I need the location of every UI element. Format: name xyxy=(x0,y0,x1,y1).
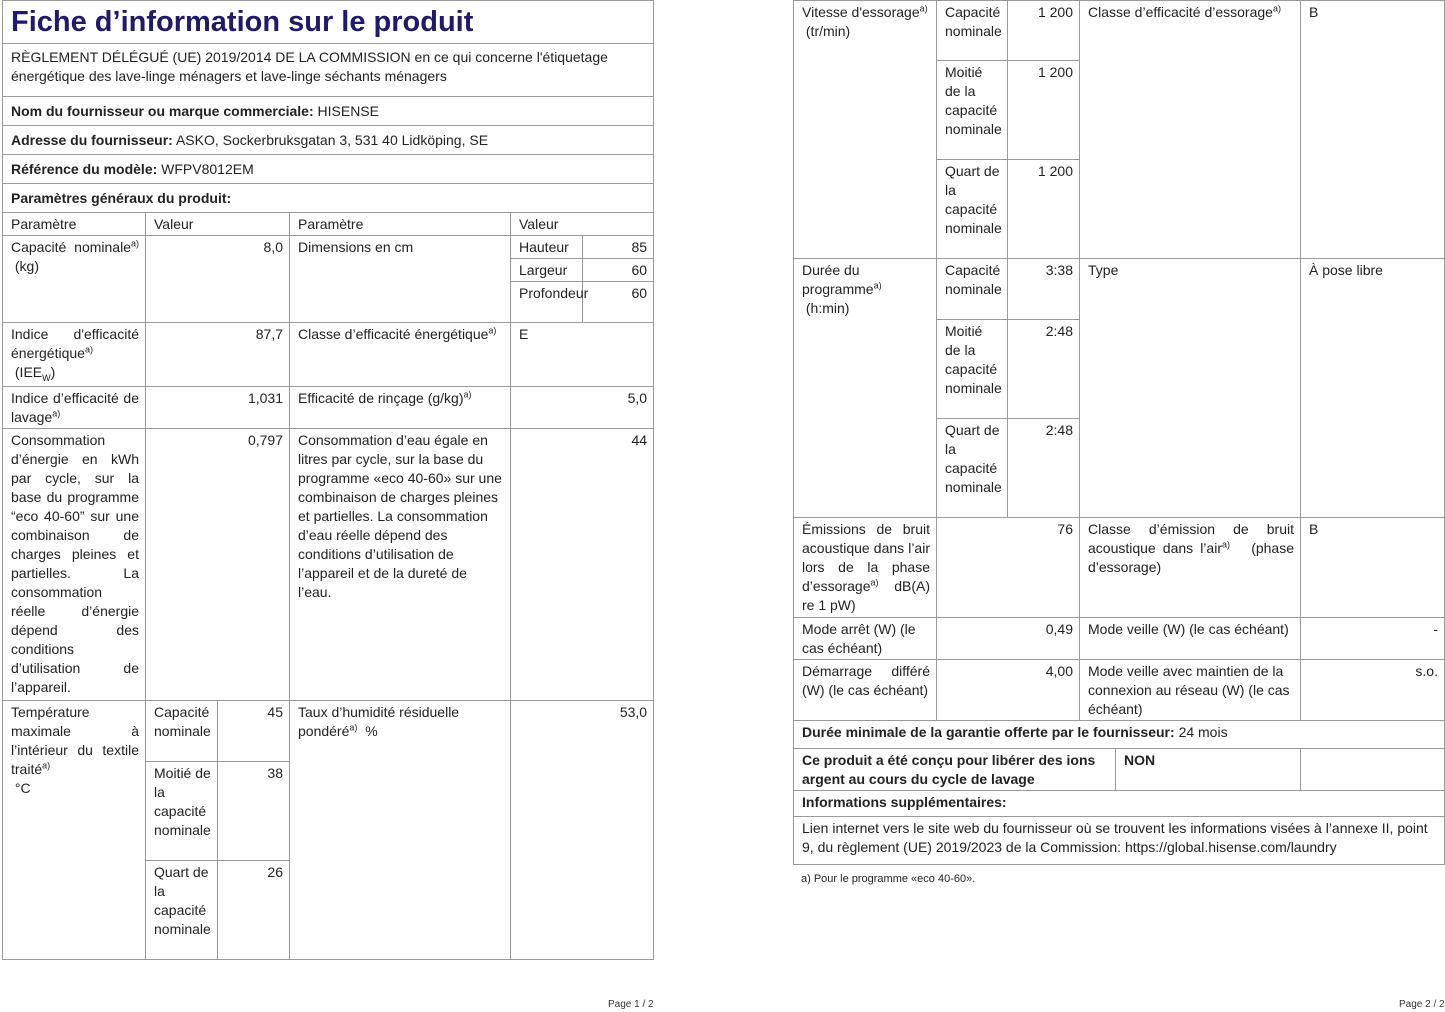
networked-standby-value: s.o. xyxy=(1301,660,1445,721)
page-1 xyxy=(2,0,653,960)
silver-ions-row xyxy=(794,749,1301,791)
eei-label: Indice d'efficacité énergétique$^{a)}$ $(IEE_W)$ xyxy=(3,323,146,387)
model-value: WFPV8012EM xyxy=(161,161,254,177)
type-value: À pose libre xyxy=(1301,259,1445,518)
product-info-table-1 xyxy=(2,0,654,960)
delay-start-label: Démarrage différé (W) (le cas échéant) xyxy=(794,660,937,721)
page-number-2: Page 2 / 2 xyxy=(1399,999,1445,1010)
supplier-link-text: Lien internet vers le site web du fournisseur où se trouvent les informations visées à l’annexe II, point 9, du règlement (UE) 2019/2023 de la Commission: https://global.hisense.com/laundry xyxy=(794,817,1445,865)
capacity-label: Capacité nominale$^{a)}$ (kg) xyxy=(3,236,146,323)
spin-quarter-value: 1 200 xyxy=(1008,160,1080,259)
off-mode-label: Mode arrêt (W) (le cas échéant) xyxy=(794,618,937,660)
energy-class-value: E xyxy=(511,323,654,387)
warranty-label: Durée minimale de la garantie offerte par le fournisseur: xyxy=(802,724,1175,740)
width-value: 60 xyxy=(583,259,654,282)
spin-half-value: 1 200 xyxy=(1008,61,1080,160)
temp-half-label: Moitié de la capacité nominale xyxy=(146,762,218,861)
temp-quarter-value: 26 xyxy=(218,861,290,960)
duration-half-value: 2:48 xyxy=(1008,320,1080,419)
header-value-2: Valeur xyxy=(511,213,654,236)
header-param-1: Paramètre xyxy=(3,213,146,236)
spin-half-label: Moitié de la capacité nominale xyxy=(937,61,1008,160)
model-label: Référence du modèle: xyxy=(11,161,158,177)
noise-label: Émissions de bruit acoustique dans l’air lors de la phase d’essorage$^{a)}$ dB(A) re 1 pW) xyxy=(794,518,937,618)
address-value: ASKO, Sockerbruksgatan 3, 531 40 Lidköping, SE xyxy=(175,132,489,148)
supplier-row xyxy=(3,97,654,126)
page-number-1: Page 1 / 2 xyxy=(608,999,654,1010)
spin-rated-value: 1 200 xyxy=(1008,1,1080,61)
networked-standby-label: Mode veille avec maintien de la connexion au réseau (W) (le cas échéant) xyxy=(1080,660,1301,721)
duration-label: Durée du programme$^{a)}$ (h:min) xyxy=(794,259,937,518)
wash-index-label: Indice d’efficacité de lavage$^{a)}$ xyxy=(3,387,146,429)
header-value-1: Valeur xyxy=(146,213,290,236)
standby-label: Mode veille (W) (le cas échéant) xyxy=(1080,618,1301,660)
rinse-value: 5,0 xyxy=(511,387,654,429)
energy-class-label: Classe d’efficacité énergétique$^{a)}$ xyxy=(290,323,511,387)
depth-value: 60 xyxy=(583,282,654,323)
footnote: a) Pour le programme «eco 40-60». xyxy=(801,873,976,885)
rinse-label: Efficacité de rinçage $(g/kg)^{a)}$ xyxy=(290,387,511,429)
page-2 xyxy=(793,0,1444,865)
spin-speed-label: Vitesse d'essorage$^{a)}$ (tr/min) xyxy=(794,1,937,259)
off-mode-value: 0,49 xyxy=(937,618,1080,660)
temp-rated-label: Capacité nominale xyxy=(146,701,218,762)
temperature-label: Température maximale à l’intérieur du textile traité$^{a)}$ °C xyxy=(3,701,146,960)
noise-class-value: B xyxy=(1301,518,1445,618)
duration-rated-label: Capacité nominale xyxy=(937,259,1008,320)
duration-half-label: Moitié de la capacité nominale xyxy=(937,320,1008,419)
width-label: Largeur xyxy=(511,259,583,282)
depth-label: Profondeur xyxy=(511,282,583,323)
water-consumption-label: Consommation d’eau égale en litres par cycle, sur la base du programme «eco 40-60» sur une combinaison de charges pleines et partielles. La consommation d’eau réelle dépend des conditions d’utilisation de l’appareil et de la dureté de l’eau. xyxy=(290,429,511,701)
energy-consumption-label: Consommation d’énergie en kWh par cycle, sur la base du programme “eco 40-60” sur une combinaison de charges pleines et partielles. La consommation réelle d’énergie dépend des conditions d’utilisation de l’appareil. xyxy=(3,429,146,701)
height-label: Hauteur xyxy=(511,236,583,259)
header-param-2: Paramètre xyxy=(290,213,511,236)
noise-class-label: Classe d’émission de bruit acoustique dans l’air$^{a)}$ (phase d’essorage) xyxy=(1080,518,1301,618)
temp-quarter-label: Quart de la capacité nominale xyxy=(146,861,218,960)
duration-rated-value: 3:38 xyxy=(1008,259,1080,320)
height-value: 85 xyxy=(583,236,654,259)
general-params-label: Paramètres généraux du produit: xyxy=(3,184,654,213)
regulation-text: RÈGLEMENT DÉLÉGUÉ (UE) 2019/2014 DE LA COMMISSION en ce qui concerne l'étiquetage énergétique des lave-linge ménagers et lave-linge séchants ménagers xyxy=(3,44,654,97)
dimensions-label: Dimensions en cm xyxy=(290,236,511,323)
delay-start-value: 4,00 xyxy=(937,660,1080,721)
type-label: Type xyxy=(1080,259,1301,518)
product-info-table-2 xyxy=(793,0,1445,865)
water-consumption-value: 44 xyxy=(511,429,654,701)
temp-rated-value: 45 xyxy=(218,701,290,762)
spin-quarter-label: Quart de la capacité nominale xyxy=(937,160,1008,259)
spin-class-value: B xyxy=(1301,1,1445,259)
silver-ions-label: Ce produit a été conçu pour libérer des ions argent au cours du cycle de lavage xyxy=(794,749,1116,790)
page-title: Fiche d’information sur le produit xyxy=(3,1,654,44)
noise-value: 76 xyxy=(937,518,1080,618)
silver-ions-value: NON xyxy=(1124,752,1156,768)
moisture-value: 53,0 xyxy=(511,701,654,960)
silver-ions-filler xyxy=(1301,749,1445,791)
temp-half-value: 38 xyxy=(218,762,290,861)
eei-value: 87,7 xyxy=(146,323,290,387)
model-row xyxy=(3,155,654,184)
warranty-value: 24 mois xyxy=(1178,724,1228,740)
duration-quarter-label: Quart de la capacité nominale xyxy=(937,419,1008,518)
capacity-value: 8,0 xyxy=(146,236,290,323)
spin-rated-label: Capacité nominale xyxy=(937,1,1008,61)
address-row xyxy=(3,126,654,155)
extra-info-label: Informations supplémentaires: xyxy=(794,791,1445,817)
spin-class-label: Classe d’efficacité d’essorage$^{a)}$ xyxy=(1080,1,1301,259)
moisture-label: Taux d’humidité résiduelle pondéré$^{a)}$ % xyxy=(290,701,511,960)
wash-index-value: 1,031 xyxy=(146,387,290,429)
energy-consumption-value: 0,797 xyxy=(146,429,290,701)
supplier-value: HISENSE xyxy=(317,103,379,119)
warranty-row xyxy=(794,721,1445,749)
duration-quarter-value: 2:48 xyxy=(1008,419,1080,518)
supplier-label: Nom du fournisseur ou marque commerciale: xyxy=(11,103,314,119)
standby-value: - xyxy=(1301,618,1445,660)
address-label: Adresse du fournisseur: xyxy=(11,132,173,148)
